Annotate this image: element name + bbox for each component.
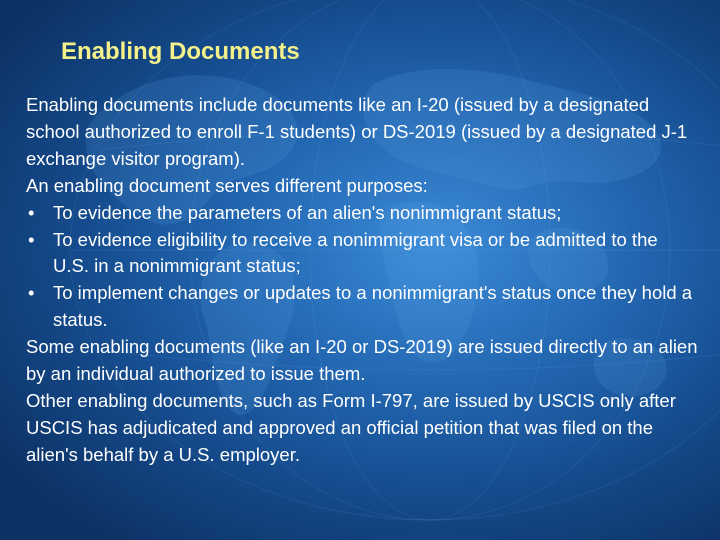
bullet-icon: •: [28, 282, 35, 304]
bullet-item: [26, 227, 698, 281]
bullet-item: [26, 280, 698, 334]
bullet-text: To evidence the parameters of an alien's nonimmigrant status;: [53, 201, 562, 223]
closing-paragraph-1: Some enabling documents (like an I-20 or DS-2019) are issued directly to an alien by an individual authorized to issue them.: [26, 336, 698, 385]
bullet-icon: •: [28, 201, 35, 223]
intro-paragraph: Enabling documents include documents like an I-20 (issued by a designated school authorized to enroll F-1 students) or DS-2019 (issued by a designated J-1 exchange visitor program).: [26, 94, 688, 169]
bullet-text: To evidence eligibility to receive a nonimmigrant visa or be admitted to the U.S. in a nonimmigrant status;: [53, 228, 658, 277]
bullet-icon: •: [28, 228, 35, 250]
slide-title: Enabling Documents: [61, 38, 300, 65]
purposes-lead-in: An enabling document serves different purposes:: [26, 174, 428, 196]
slide-body: [26, 92, 698, 469]
closing-paragraph-2: Other enabling documents, such as Form I-797, are issued by USCIS only after USCIS has adjudicated and approved an official petition that was filed on the alien's behalf by a U.S. employer.: [26, 389, 676, 465]
bullet-item: [26, 200, 698, 227]
bullet-text: To implement changes or updates to a nonimmigrant's status once they hold a status.: [53, 282, 693, 331]
